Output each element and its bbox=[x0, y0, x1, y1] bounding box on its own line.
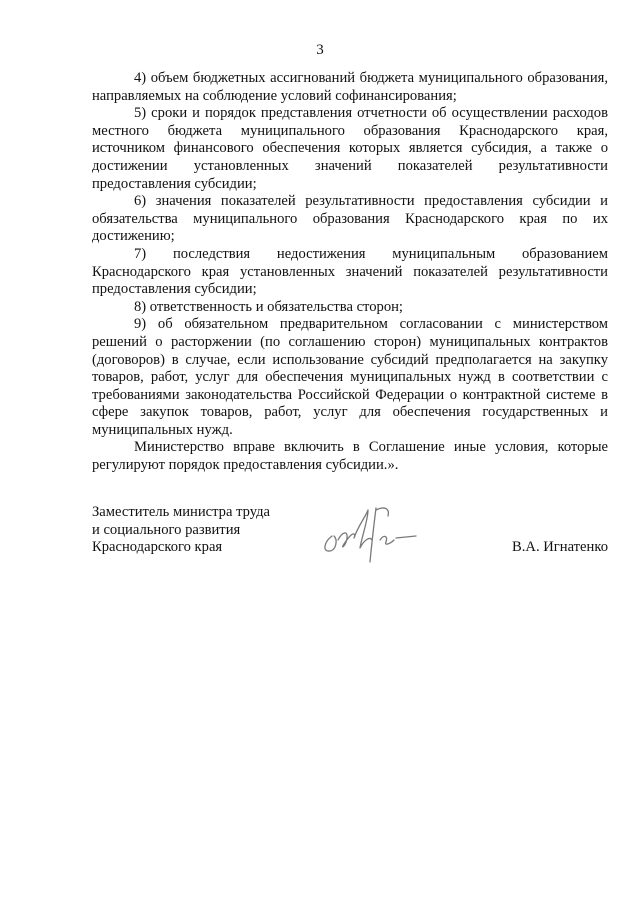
signer-name: В.А. Игнатенко bbox=[512, 539, 608, 555]
signer-title-line: Заместитель министра труда bbox=[92, 504, 271, 520]
paragraph-item-6: 6) значения показателей результативности предоставления субсидии и обязательства муниципального образования Краснодарского края по их достижению; bbox=[92, 193, 608, 245]
paragraph-ministry-conditions: Министерство вправе включить в Соглашение иные условия, которые регулируют порядок предоставления субсидии.». bbox=[92, 439, 608, 474]
document-body bbox=[92, 70, 608, 475]
paragraph-item-4: 4) объем бюджетных ассигнований бюджета муниципального образования, направляемых на соблюдение условий софинансирования; bbox=[92, 70, 608, 104]
paragraph-item-8: 8) ответственность и обязательства сторон; bbox=[134, 298, 403, 315]
page-number: 3 bbox=[316, 42, 324, 58]
signer-title-line: Краснодарского края bbox=[92, 539, 223, 556]
signer-title bbox=[92, 504, 270, 557]
handwritten-signature bbox=[314, 496, 434, 568]
signature-scribble-icon bbox=[314, 496, 434, 568]
signature-block bbox=[92, 504, 608, 564]
paragraph-item-5: 5) сроки и порядок представления отчетности об осуществлении расходов местного бюджета муниципального образования Краснодарского края, источником финансового обеспечения которых является субсидия, а также о достижении установленных значений показателей результативности предоставления субсидии; bbox=[92, 105, 608, 192]
paragraph-item-7: 7) последствия недостижения муниципальным образованием Краснодарского края установленных значений показателей результативности предоставления субсидии; bbox=[92, 245, 608, 298]
paragraph-item-9: 9) об обязательном предварительном согласовании с министерством решений о расторжении (по соглашению сторон) муниципальных контрактов (договоров) в случае, если использование субсидий предполагается на закупку товаров, работ, услуг для обеспечения муниципальных нужд в соответствии с требованиями законодательства Российской Федерации о контрактной системе в сфере закупок товаров, работ, услуг для обеспечения государственных и муниципальных нужд. bbox=[92, 316, 608, 438]
signer-title-line: и социального развития bbox=[92, 521, 241, 538]
